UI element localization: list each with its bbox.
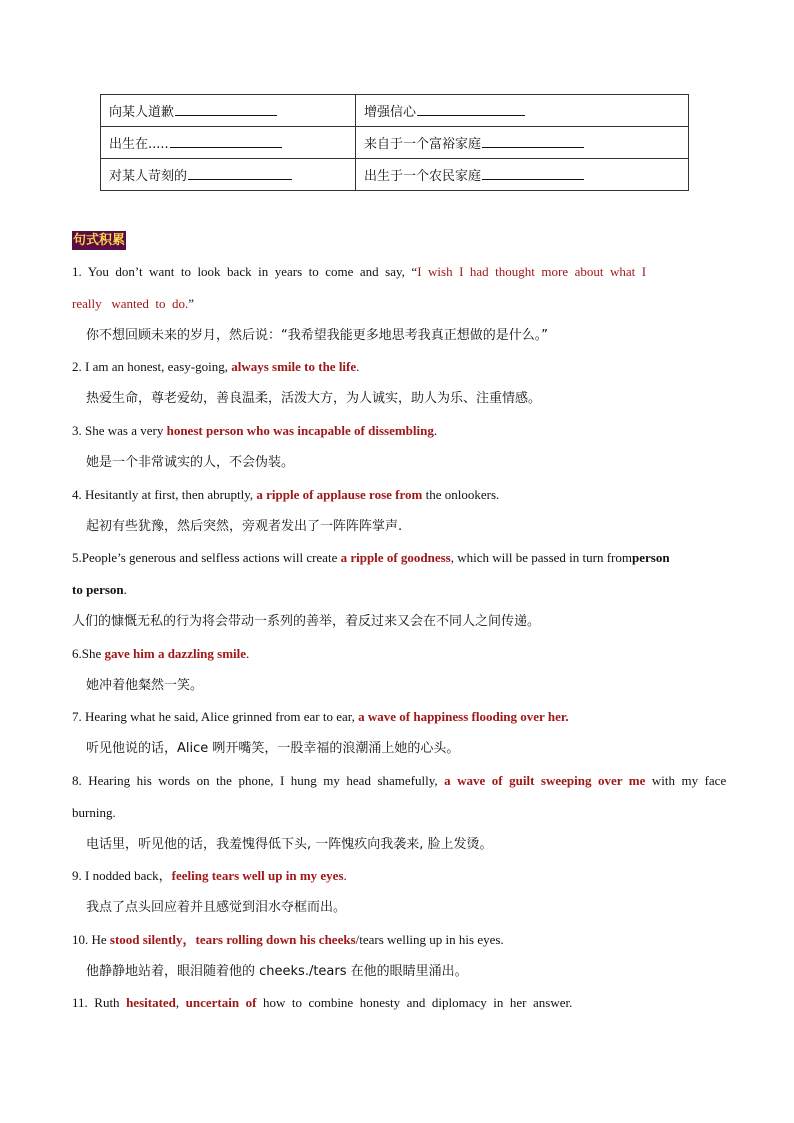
table-cell: 对某人苛刻的	[101, 159, 356, 191]
table-cell: 来自于一个富裕家庭	[356, 127, 689, 159]
sentence-4-en: 4. Hesitantly at first, then abruptly, a ripple of applause rose from the onlookers.	[72, 487, 500, 502]
fill-blank	[175, 103, 277, 116]
table-cell: 出生在.....	[101, 127, 356, 159]
sentence-1-en: 1. You don’t want to look back in years to come and say, “I wish I had thought more about what I	[72, 264, 647, 279]
sentence-5-en-cont: to person.	[72, 582, 127, 597]
sentence-10-en: 10. He stood silently，tears rolling down his cheeks/tears welling up in his eyes.	[72, 932, 504, 947]
sentence-7-zh: 听见他说的话，Alice 咧开嘴笑，一股幸福的浪潮涌上她的心头。	[86, 741, 460, 756]
sentence-1-en-cont: really wanted to do.”	[72, 296, 195, 311]
sentence-11-en: 11. Ruth hesitated, uncertain of how to combine honesty and diplomacy in her answer.	[72, 995, 573, 1010]
table-cell: 向某人道歉	[101, 95, 356, 127]
sentence-8-en-cont: burning.	[72, 805, 116, 820]
sentence-9-en: 9. I nodded back，feeling tears well up in my eyes.	[72, 868, 347, 883]
table-row	[101, 95, 689, 127]
sentence-2-en: 2. I am an honest, easy-going, always smile to the life.	[72, 359, 360, 374]
sentence-8-en: 8. Hearing his words on the phone, I hung my head shamefully, a wave of guilt sweeping over me with my face	[72, 773, 727, 788]
sentence-9-zh: 我点了点头回应着并且感觉到泪水夺框而出。	[86, 900, 347, 915]
sentence-5-en: 5.People’s generous and selfless actions will create a ripple of goodness, which will be passed in turn fromperson	[72, 550, 670, 565]
fill-blank	[188, 167, 292, 180]
table-cell: 出生于一个农民家庭	[356, 159, 689, 191]
table-cell: 增强信心	[356, 95, 689, 127]
fill-blank	[417, 103, 525, 116]
sentence-6-en: 6.She gave him a dazzling smile.	[72, 646, 250, 661]
sentence-8-zh: 电话里，听见他的话，我羞愧得低下头, 一阵愧疚向我袭来, 脸上发烫。	[86, 837, 493, 852]
table-row	[101, 159, 689, 191]
fill-blank	[482, 167, 584, 180]
section-title: 句式积累	[73, 233, 126, 248]
sentence-10-zh: 他静静地站着，眼泪随着他的 cheeks./tears 在他的眼睛里涌出。	[86, 964, 468, 979]
sentence-4-zh: 起初有些犹豫，然后突然，旁观者发出了一阵阵阵掌声.	[86, 519, 403, 534]
sentence-1-zh: 你不想回顾未来的岁月，然后说：“我希望我能更多地思考我真正想做的是什么。”	[86, 328, 548, 343]
fill-blank	[170, 135, 282, 148]
sentence-2-zh: 热爱生命，尊老爱幼，善良温柔，活泼大方，为人诚实，助人为乐、注重情感。	[86, 391, 542, 406]
table-row	[101, 127, 689, 159]
sentence-3-zh: 她是一个非常诚实的人，不会伪装。	[86, 455, 295, 470]
vocabulary-table	[100, 94, 689, 191]
sentence-5-zh: 人们的慷慨无私的行为将会带动一系列的善举，着反过来又会在不同人之间传递。	[72, 614, 541, 629]
sentence-6-zh: 她冲着他粲然一笑。	[86, 678, 204, 693]
fill-blank	[482, 135, 584, 148]
sentence-7-en: 7. Hearing what he said, Alice grinned from ear to ear, a wave of happiness flooding over her.	[72, 709, 569, 724]
sentence-3-en: 3. She was a very honest person who was incapable of dissembling.	[72, 423, 438, 438]
